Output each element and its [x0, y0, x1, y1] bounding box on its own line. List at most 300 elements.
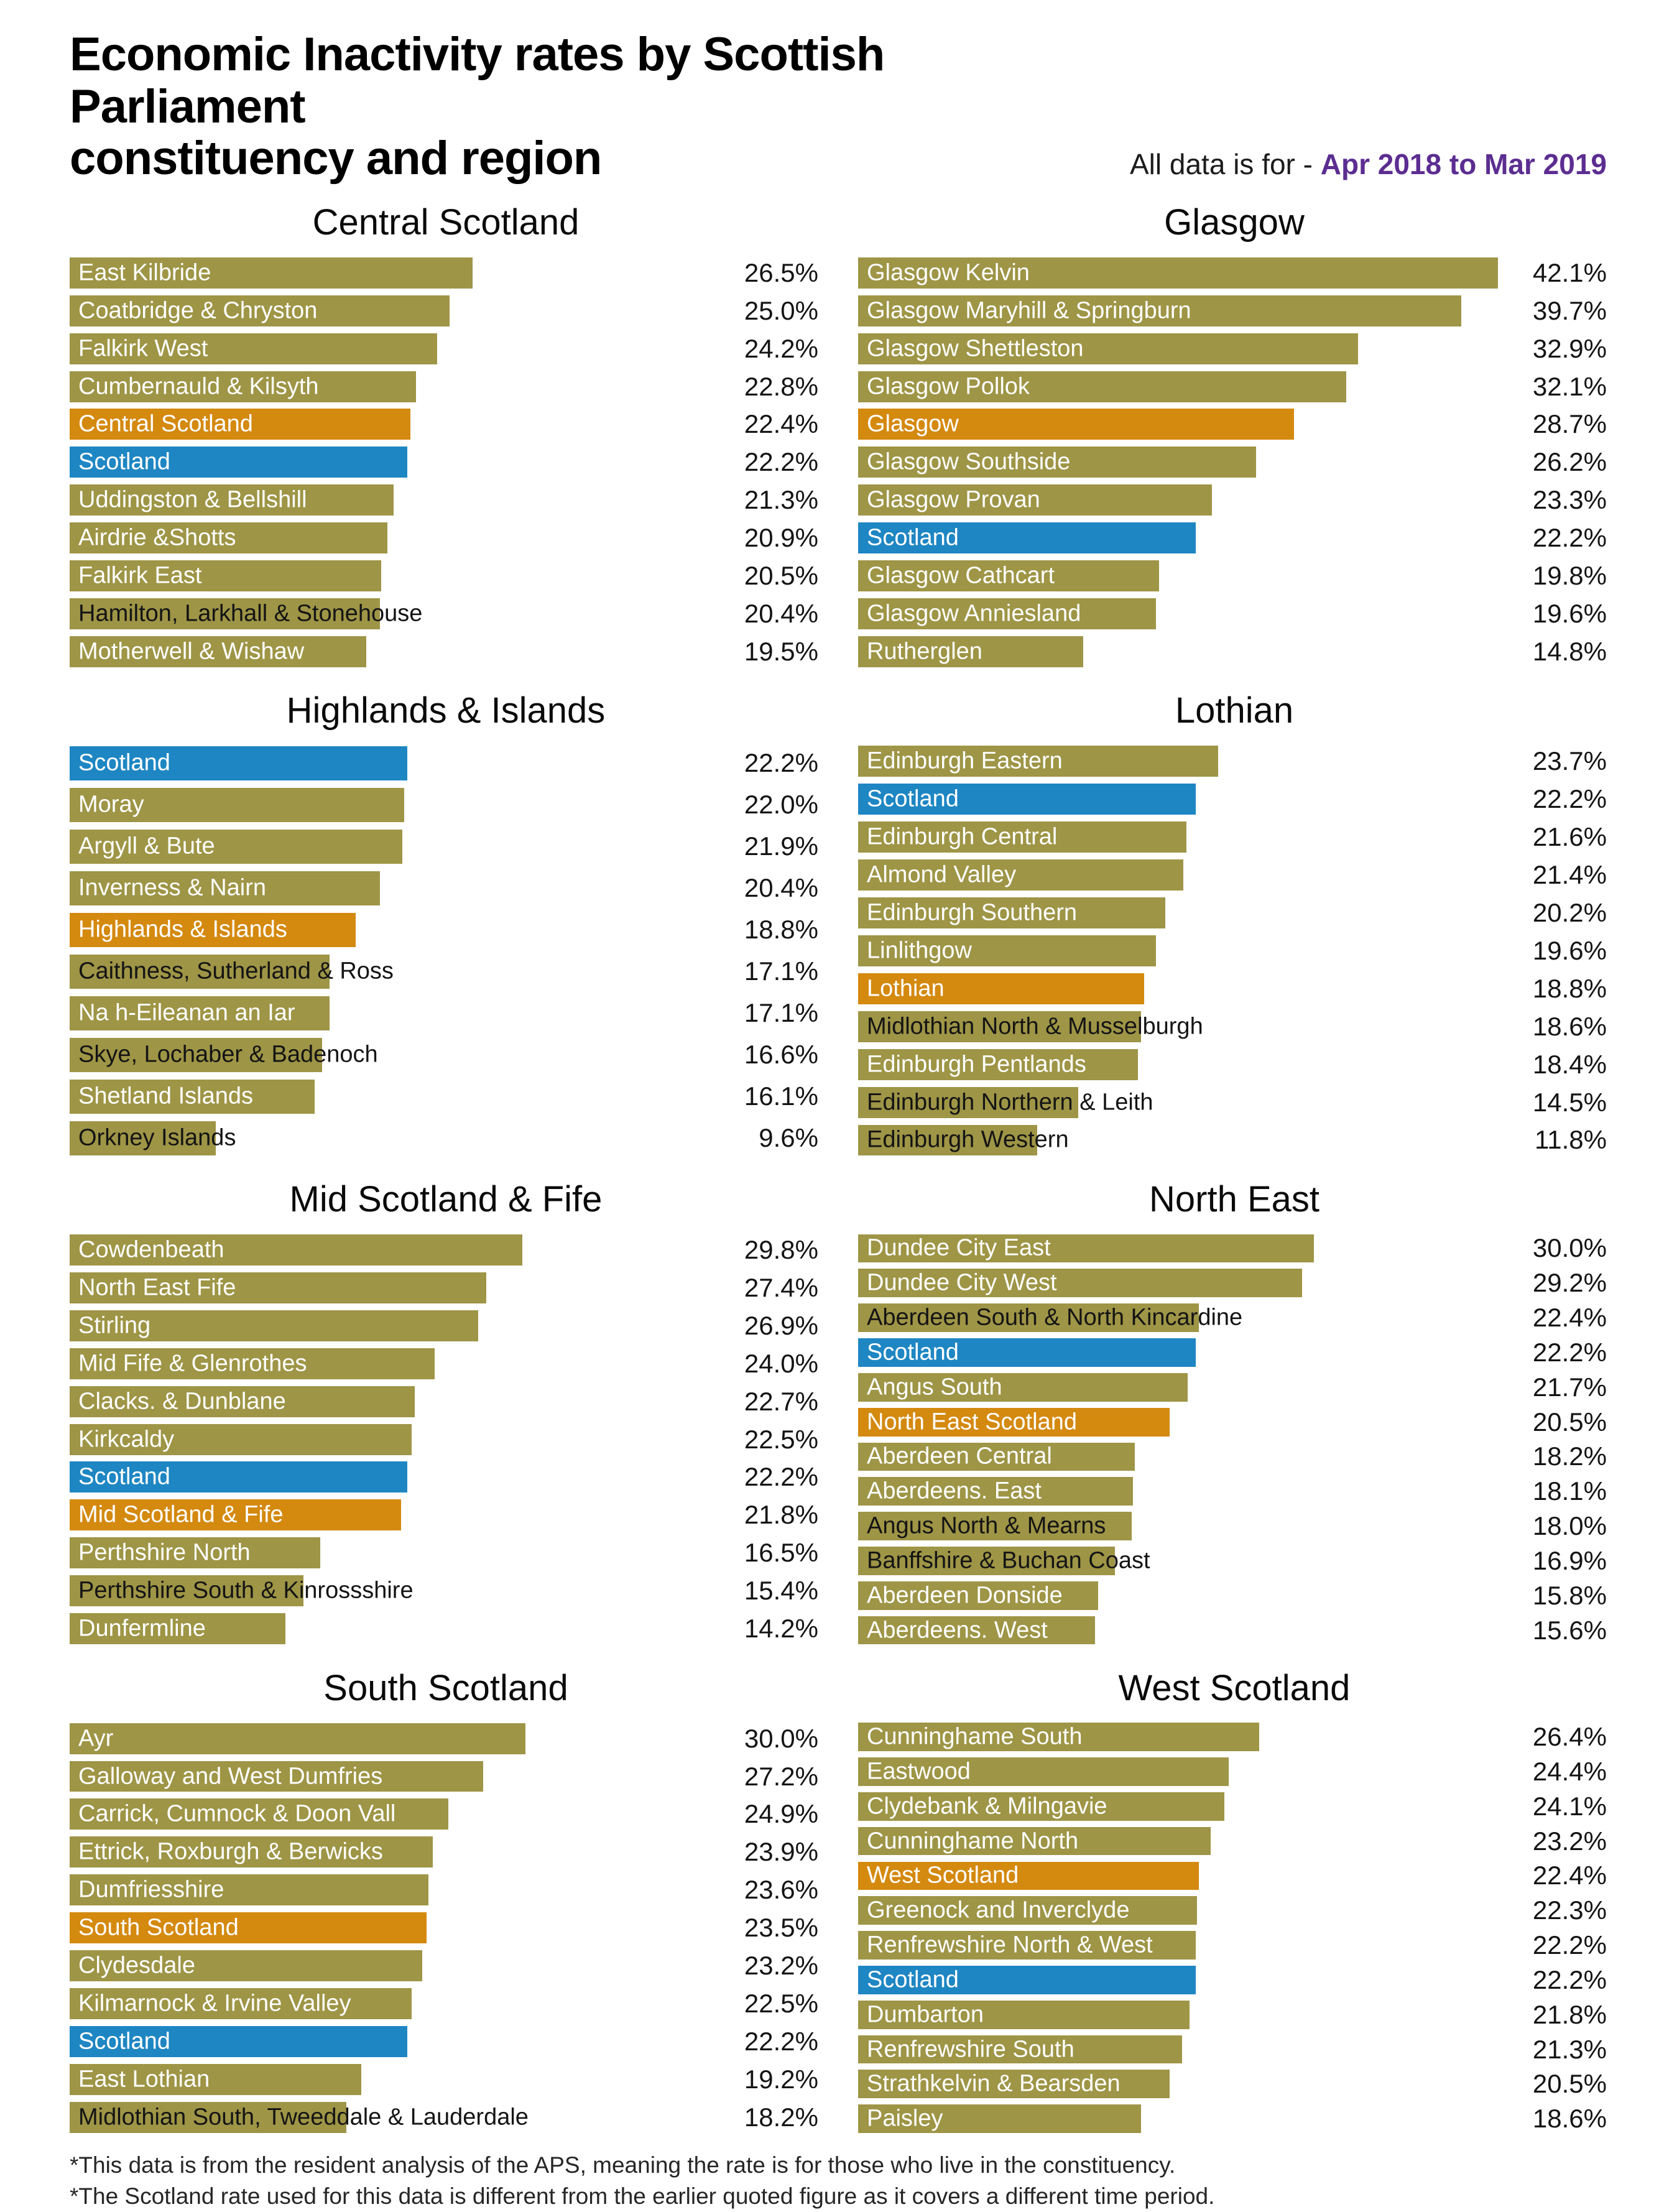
bar-label: Eastwood	[867, 1758, 971, 1785]
bar-row	[70, 826, 822, 868]
panel-title: Highlands & Islands	[286, 690, 606, 731]
panel-title: Mid Scotland & Fife	[289, 1178, 603, 1219]
bar-row	[858, 1754, 1610, 1789]
panel-body	[858, 254, 1610, 670]
bar-value: 18.2%	[1532, 1442, 1607, 1471]
bar-label: Banffshire & Buchan Coast	[867, 1547, 1150, 1574]
bar-value: 22.2%	[744, 748, 818, 778]
subtitle-period: Apr 2018 to Mar 2019	[1320, 147, 1607, 180]
bar-row	[70, 784, 822, 826]
bar-label: Edinburgh Western	[867, 1126, 1069, 1153]
bar-value: 21.9%	[744, 831, 818, 861]
bar-value: 20.4%	[744, 598, 818, 628]
bar-label: Renfrewshire North & West	[867, 1932, 1153, 1958]
bar-value: 16.1%	[744, 1081, 818, 1111]
bar-label: Edinburgh Southern	[867, 899, 1078, 926]
bar-row	[858, 1963, 1610, 1997]
bar-label: Dundee City East	[867, 1234, 1051, 1261]
bar-row	[858, 368, 1610, 405]
bar-value: 24.4%	[1532, 1756, 1607, 1786]
footnote-2: *The Scotland rate used for this data is different from the earlier quoted figure as it covers a different time period.	[70, 2183, 1215, 2210]
bar-row	[70, 2060, 822, 2098]
bar-label: Renfrewshire South	[867, 2036, 1074, 2063]
bar-row	[70, 595, 822, 633]
page-title	[70, 29, 1130, 185]
bar-label: Almond Valley	[867, 861, 1017, 888]
bar-row	[70, 1034, 822, 1076]
bar-value: 32.9%	[1532, 333, 1607, 363]
bar-label: Lothian	[867, 975, 945, 1002]
bar-row	[70, 951, 822, 993]
bar-row	[858, 254, 1610, 292]
bar-label: Kirkcaldy	[78, 1426, 175, 1453]
bar-value: 19.5%	[744, 636, 818, 666]
panel-body	[858, 1231, 1610, 1648]
bar-value: 18.6%	[1532, 2104, 1607, 2134]
bar-value: 32.1%	[1532, 371, 1607, 401]
bar-label: Paisley	[867, 2105, 943, 2132]
bar-value: 21.7%	[1532, 1372, 1607, 1402]
bar-value: 26.2%	[1532, 447, 1607, 477]
bar-label: Galloway and West Dumfries	[78, 1763, 383, 1790]
bar-label: Clacks. & Dunblane	[78, 1388, 286, 1415]
bar-row	[858, 932, 1610, 970]
bar-value: 20.5%	[1532, 1407, 1607, 1437]
panel-title: South Scotland	[323, 1667, 568, 1708]
bar-row	[858, 1613, 1610, 1648]
bar-row	[858, 632, 1610, 670]
bar-value: 22.2%	[744, 447, 818, 477]
panel-glasgow	[858, 201, 1610, 671]
bar-row	[70, 1985, 822, 2023]
bar-row	[70, 1534, 822, 1572]
bar-row	[858, 1083, 1610, 1121]
bar-label: South Scotland	[78, 1914, 239, 1941]
bar-label: Inverness & Nairn	[78, 874, 267, 901]
bar-label: Aberdeen South & North Kincardine	[867, 1304, 1243, 1331]
bar-value: 17.1%	[744, 956, 818, 986]
bar-value: 15.4%	[744, 1576, 818, 1606]
bar-label: Ettrick, Roxburgh & Berwicks	[78, 1838, 383, 1865]
bar-value: 22.5%	[744, 1988, 818, 2018]
bar-row	[70, 1231, 822, 1269]
bar-constituency	[70, 1723, 525, 1754]
bar-label: Aberdeen Central	[867, 1443, 1052, 1469]
bar-row	[858, 1789, 1610, 1824]
bar-value: 11.8%	[1535, 1125, 1607, 1155]
bar-label: Glasgow Provan	[867, 486, 1040, 513]
bar-row	[70, 1757, 822, 1795]
bar-value: 22.2%	[1532, 1337, 1607, 1367]
bar-row	[70, 292, 822, 330]
bar-row	[858, 818, 1610, 856]
bar-value: 20.5%	[744, 561, 818, 591]
bar-value: 22.2%	[1532, 1964, 1607, 1994]
panel-title: Glasgow	[1164, 201, 1305, 243]
bar-value: 22.2%	[744, 2026, 818, 2056]
bar-value: 23.7%	[1532, 746, 1607, 776]
bar-label: Argyll & Bute	[78, 833, 215, 859]
bar-label: Midlothian South, Tweeddale & Lauderdale	[78, 2104, 529, 2131]
bar-row	[70, 1871, 822, 1909]
panel-central-scotland	[70, 201, 822, 671]
bar-row	[70, 1420, 822, 1458]
bar-row	[858, 1578, 1610, 1613]
bar-row	[70, 368, 822, 405]
header	[70, 29, 1610, 185]
panel-west-scotland	[858, 1667, 1610, 2137]
page-title-line2: constituency and region	[70, 132, 602, 185]
bar-row	[70, 1496, 822, 1534]
bar-row	[858, 894, 1610, 932]
bar-row	[858, 481, 1610, 519]
bar-value: 21.4%	[1532, 860, 1607, 890]
bar-label: Hamilton, Larkhall & Stonehouse	[78, 600, 423, 627]
bar-value: 19.2%	[744, 2064, 818, 2094]
bar-value: 22.4%	[744, 409, 818, 439]
bar-label: Cunninghame South	[867, 1723, 1083, 1750]
bar-row	[70, 1076, 822, 1118]
bar-value: 24.0%	[744, 1348, 818, 1378]
panel-south-scotland	[70, 1667, 822, 2137]
bar-label: Glasgow Southside	[867, 448, 1071, 475]
bar-row	[858, 1719, 1610, 1754]
bar-row	[70, 1833, 822, 1871]
footnote-1: *This data is from the resident analysis of the APS, meaning the rate is for those who live in the constituency.	[70, 2152, 1176, 2178]
bar-label: Glasgow Anniesland	[867, 600, 1081, 627]
bar-label: Scotland	[867, 1339, 959, 1366]
panel-body	[858, 743, 1610, 1159]
bar-value: 16.9%	[1532, 1545, 1607, 1575]
bar-value: 26.4%	[1532, 1722, 1607, 1752]
bar-row	[858, 292, 1610, 330]
bar-value: 22.5%	[744, 1424, 818, 1454]
bar-value: 27.2%	[744, 1761, 818, 1791]
bar-value: 24.9%	[744, 1799, 818, 1829]
bar-label: Greenock and Inverclyde	[867, 1897, 1130, 1923]
footnotes	[70, 2150, 1610, 2212]
bar-label: Scotland	[78, 1463, 170, 1490]
bar-label: Kilmarnock & Irvine Valley	[78, 1990, 351, 2017]
bar-label: Glasgow Pollok	[867, 373, 1030, 400]
bar-value: 30.0%	[744, 1723, 818, 1753]
panel-highlands-islands	[70, 689, 822, 1159]
bar-row	[858, 1370, 1610, 1405]
panel-body	[70, 743, 822, 1159]
bar-label: Glasgow Kelvin	[867, 259, 1030, 286]
bar-value: 15.8%	[1532, 1580, 1607, 1610]
bar-label: Airdrie &Shotts	[78, 524, 236, 551]
bar-row	[858, 1266, 1610, 1300]
bar-value: 20.2%	[1532, 898, 1607, 928]
bar-row	[858, 557, 1610, 595]
bar-row	[70, 909, 822, 951]
bar-value: 14.5%	[1532, 1087, 1607, 1117]
bar-row	[70, 330, 822, 368]
bar-label: Dundee City West	[867, 1269, 1057, 1296]
bar-row	[70, 1947, 822, 1985]
bar-row	[858, 1440, 1610, 1474]
bar-row	[858, 780, 1610, 818]
bar-row	[70, 254, 822, 292]
bar-row	[70, 1118, 822, 1159]
bar-label: Midlothian North & Musselburgh	[867, 1013, 1203, 1040]
bar-label: Cowdenbeath	[78, 1236, 224, 1263]
bar-label: Clydebank & Milngavie	[867, 1793, 1107, 1820]
bar-value: 26.9%	[744, 1310, 818, 1340]
bar-value: 23.2%	[744, 1951, 818, 1981]
bar-row	[70, 557, 822, 595]
bar-row	[858, 856, 1610, 894]
bar-row	[858, 1997, 1610, 2032]
bar-row	[70, 1572, 822, 1610]
bar-label: Skye, Lochaber & Badenoch	[78, 1041, 378, 1068]
bar-label: Coatbridge & Chryston	[78, 297, 318, 324]
panel-north-east	[858, 1178, 1610, 1648]
bar-row	[858, 1007, 1610, 1045]
bar-label: Edinburgh Pentlands	[867, 1051, 1086, 1078]
bar-label: North East Fife	[78, 1274, 236, 1301]
bar-label: Motherwell & Wishaw	[78, 638, 305, 665]
bar-value: 22.7%	[744, 1386, 818, 1416]
bar-value: 19.8%	[1532, 561, 1607, 591]
bar-value: 20.5%	[1532, 2069, 1607, 2099]
bar-row	[70, 1610, 822, 1648]
bar-label: Scotland	[867, 1966, 959, 1993]
bar-row	[858, 1300, 1610, 1335]
bar-value: 29.8%	[744, 1235, 818, 1265]
bar-label: Carrick, Cumnock & Doon Vall	[78, 1800, 396, 1827]
bar-label: Scotland	[867, 524, 959, 551]
subtitle	[1130, 147, 1607, 181]
bar-value: 22.2%	[1532, 523, 1607, 553]
bar-row	[858, 595, 1610, 633]
bar-row	[858, 1405, 1610, 1440]
bar-value: 18.6%	[1532, 1011, 1607, 1041]
bar-label: Central Scotland	[78, 410, 253, 437]
bar-value: 16.5%	[744, 1538, 818, 1568]
bar-label: Aberdeens. West	[867, 1617, 1048, 1644]
bar-value: 23.5%	[744, 1913, 818, 1943]
bar-value: 19.6%	[1532, 935, 1607, 965]
bar-label: Uddingston & Bellshill	[78, 486, 307, 513]
bar-label: Moray	[78, 791, 144, 818]
bar-label: Perthshire South & Kinrossshire	[78, 1577, 414, 1604]
bar-row	[858, 1824, 1610, 1859]
bar-value: 23.2%	[1532, 1826, 1607, 1856]
bar-label: West Scotland	[867, 1862, 1019, 1889]
bar-label: Ayr	[78, 1725, 114, 1752]
bar-label: Aberdeen Donside	[867, 1582, 1063, 1609]
bar-label: Scotland	[78, 448, 170, 475]
bar-value: 28.7%	[1532, 409, 1607, 439]
panels-grid	[70, 201, 1610, 2136]
bar-value: 18.8%	[1532, 973, 1607, 1003]
bar-row	[70, 868, 822, 909]
bar-row	[70, 1269, 822, 1307]
bar-value: 18.1%	[1532, 1476, 1607, 1506]
bar-row	[858, 1121, 1610, 1159]
bar-value: 27.4%	[744, 1272, 818, 1302]
bar-label: East Lothian	[78, 2066, 210, 2093]
bar-value: 22.2%	[744, 1462, 818, 1492]
bar-value: 26.5%	[744, 257, 818, 287]
panel-body	[858, 1719, 1610, 2136]
bar-row	[70, 1909, 822, 1947]
bar-label: Scotland	[78, 749, 170, 776]
bar-row	[70, 1382, 822, 1420]
bar-label: Glasgow Shettleston	[867, 335, 1084, 362]
bar-value: 22.4%	[1532, 1303, 1607, 1333]
panel-title: West Scotland	[1118, 1667, 1351, 1708]
bar-label: Strathkelvin & Bearsden	[867, 2070, 1121, 2097]
bar-value: 15.6%	[1532, 1615, 1607, 1645]
bar-row	[70, 2022, 822, 2060]
bar-value: 16.6%	[744, 1040, 818, 1070]
panel-body	[70, 254, 822, 670]
bar-label: Scotland	[867, 785, 959, 812]
bar-value: 21.8%	[744, 1500, 818, 1530]
bar-value: 14.2%	[744, 1614, 818, 1644]
bar-row	[858, 1335, 1610, 1370]
bar-value: 39.7%	[1532, 295, 1607, 325]
bar-value: 14.8%	[1532, 636, 1607, 666]
bar-row	[70, 1307, 822, 1344]
bar-row	[858, 330, 1610, 368]
bar-row	[70, 743, 822, 784]
bar-label: Perthshire North	[78, 1539, 251, 1566]
panel-title: Lothian	[1175, 690, 1294, 731]
bar-label: Glasgow Maryhill & Springburn	[867, 297, 1191, 324]
bar-value: 29.2%	[1532, 1268, 1607, 1298]
bar-value: 21.8%	[1532, 1999, 1607, 2029]
bar-row	[70, 519, 822, 557]
bar-row	[70, 443, 822, 481]
bar-label: Clydesdale	[78, 1952, 195, 1979]
bar-label: Linlithgow	[867, 937, 972, 964]
panel-title: North East	[1149, 1178, 1319, 1219]
bar-row	[858, 969, 1610, 1007]
panel-lothian	[858, 689, 1610, 1159]
bar-row	[858, 1509, 1610, 1543]
bar-row	[858, 1543, 1610, 1578]
bar-value: 42.1%	[1532, 257, 1607, 287]
bar-row	[858, 1858, 1610, 1893]
bar-label: Rutherglen	[867, 638, 982, 665]
bar-value: 22.0%	[744, 790, 818, 820]
panel-title: Central Scotland	[312, 201, 580, 243]
bar-label: Cunninghame North	[867, 1828, 1079, 1854]
bar-value: 23.9%	[744, 1837, 818, 1867]
bar-value: 22.2%	[1532, 1930, 1607, 1960]
bar-value: 18.4%	[1532, 1049, 1607, 1079]
bar-value: 24.2%	[744, 333, 818, 363]
bar-row	[70, 1719, 822, 1757]
bar-row	[858, 1231, 1610, 1266]
bar-label: Na h-Eileanan an Iar	[78, 999, 295, 1026]
bar-value: 20.4%	[744, 873, 818, 903]
bar-label: Angus South	[867, 1374, 1002, 1400]
bar-value: 22.2%	[1532, 784, 1607, 814]
bar-label: Dumbarton	[867, 2001, 984, 2028]
bar-row	[858, 519, 1610, 557]
bar-value: 18.0%	[1532, 1511, 1607, 1541]
bar-label: Glasgow	[867, 410, 959, 437]
bar-label: East Kilbride	[78, 259, 211, 286]
bar-value: 22.3%	[1532, 1895, 1607, 1925]
bar-row	[858, 2066, 1610, 2101]
bar-value: 23.3%	[1532, 485, 1607, 515]
bar-label: Edinburgh Eastern	[867, 747, 1063, 774]
page-title-line1: Economic Inactivity rates by Scottish Parliament	[70, 28, 885, 133]
bar-label: Mid Scotland & Fife	[78, 1501, 284, 1528]
bar-value: 17.1%	[744, 998, 818, 1028]
bar-label: North East Scotland	[867, 1409, 1077, 1435]
bar-row	[858, 443, 1610, 481]
bar-label: Aberdeens. East	[867, 1478, 1042, 1504]
bar-label: Highlands & Islands	[78, 916, 287, 943]
panel-mid-scotland-fife	[70, 1178, 822, 1648]
bar-label: Stirling	[78, 1312, 151, 1339]
bar-row	[858, 1928, 1610, 1963]
bar-row	[70, 481, 822, 519]
bar-value: 21.6%	[1532, 822, 1607, 852]
bar-row	[858, 405, 1610, 443]
bar-label: Orkney Islands	[78, 1124, 236, 1151]
bar-value: 23.6%	[744, 1875, 818, 1905]
bar-value: 20.9%	[744, 523, 818, 553]
bar-label: Shetland Islands	[78, 1083, 253, 1109]
bar-value: 9.6%	[759, 1123, 818, 1153]
bar-label: Dumfriesshire	[78, 1876, 224, 1903]
bar-row	[70, 1795, 822, 1833]
bar-label: Angus North & Mearns	[867, 1512, 1106, 1539]
bar-label: Caithness, Sutherland & Ross	[78, 958, 394, 984]
bar-value: 22.4%	[1532, 1861, 1607, 1890]
bar-value: 21.3%	[1532, 2034, 1607, 2064]
bar-row	[858, 1893, 1610, 1928]
bar-value: 24.1%	[1532, 1791, 1607, 1821]
panel-body	[70, 1719, 822, 2136]
bar-label: Falkirk East	[78, 562, 202, 589]
bar-value: 19.6%	[1532, 598, 1607, 628]
bar-value: 30.0%	[1532, 1233, 1607, 1263]
bar-label: Falkirk West	[78, 335, 208, 362]
bar-value: 25.0%	[744, 295, 818, 325]
panel-body	[70, 1231, 822, 1648]
bar-label: Glasgow Cathcart	[867, 562, 1055, 589]
bar-row	[70, 1458, 822, 1496]
bar-row	[70, 1344, 822, 1382]
bar-label: Edinburgh Central	[867, 823, 1058, 850]
bar-value: 18.2%	[744, 2102, 818, 2132]
bar-row	[858, 743, 1610, 780]
subtitle-prefix: All data is for -	[1129, 147, 1321, 180]
bar-value: 22.8%	[744, 371, 818, 401]
bar-value: 21.3%	[744, 485, 818, 515]
bar-row	[70, 632, 822, 670]
bar-value: 18.8%	[744, 915, 818, 945]
bar-label: Cumbernauld & Kilsyth	[78, 373, 319, 400]
bar-label: Scotland	[78, 2028, 170, 2055]
bar-label: Mid Fife & Glenrothes	[78, 1350, 307, 1377]
bar-label: Dunfermline	[78, 1615, 206, 1642]
bar-row	[858, 2101, 1610, 2136]
bar-row	[70, 2098, 822, 2136]
bar-row	[858, 1474, 1610, 1509]
bar-row	[858, 1045, 1610, 1083]
bar-row	[70, 993, 822, 1034]
